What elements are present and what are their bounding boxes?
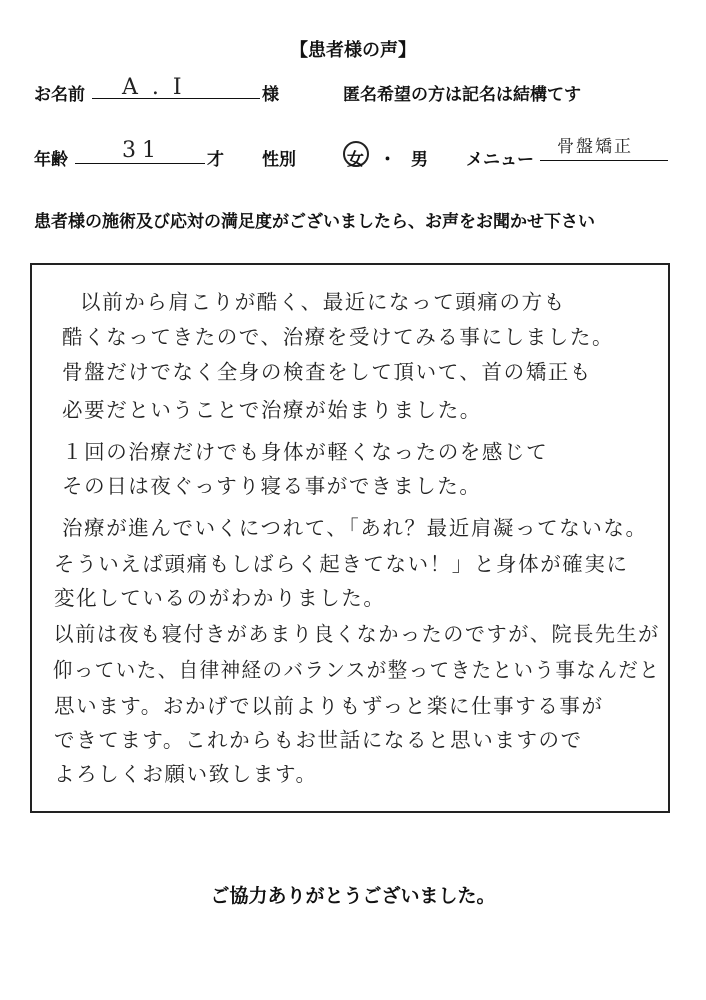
menu-value: 骨盤矯正 — [557, 137, 633, 157]
name-suffix: 様 — [262, 85, 279, 105]
testimonial-line: 酷くなってきたので、治療を受けてみる事にしました。 — [62, 325, 615, 349]
prompt-text: 患者様の施術及び応対の満足度がございましたら、お声をお聞かせ下さい — [34, 212, 595, 232]
testimonial-line: 骨盤だけでなく全身の検査をして頂いて、首の矯正も — [62, 360, 592, 384]
anonymous-note: 匿名希望の方は記名は結構てす — [343, 85, 581, 105]
testimonial-line: 仰っていた、自律神経のバランスが整ってきたという事なんだと — [52, 658, 661, 682]
form-title: 【患者様の声】 — [290, 40, 416, 61]
testimonial-line: 治療が進んでいくにつれて、「あれ？最近肩凝ってないな。 — [62, 516, 648, 540]
gender-dot: ・ — [379, 150, 396, 170]
age-label: 年齢 — [34, 150, 68, 170]
testimonial-box — [30, 263, 670, 813]
testimonial-line: 思います。おかげで以前よりもずっと楽に仕事する事が — [54, 694, 604, 718]
testimonial-line: その日は夜ぐっすり寝る事ができました。 — [62, 474, 482, 498]
menu-underline — [540, 160, 668, 161]
testimonial-line: 変化しているのがわかりました。 — [54, 586, 386, 610]
testimonial-line: 必要だということで治療が始まりました。 — [62, 398, 482, 422]
testimonial-line: できてます。これからもお世話になると思いますので — [54, 728, 583, 752]
gender-label: 性別 — [262, 150, 296, 170]
age-value: 31 — [122, 138, 162, 163]
name-label: お名前 — [34, 85, 85, 105]
gender-female: 女 — [347, 150, 364, 170]
gender-male: 男 — [411, 150, 428, 170]
testimonial-line: よろしくお願い致します。 — [54, 762, 318, 786]
testimonial-line: そういえば頭痛もしばらく起きてない！」と身体が確実に — [54, 552, 629, 576]
menu-label: メニュー — [466, 150, 534, 170]
testimonial-line: 以前は夜も寝付きがあまり良くなかったのですが、院長先生が — [53, 622, 660, 646]
age-underline — [75, 163, 205, 164]
thank-you-footer: ご協力ありがとうございました。 — [210, 885, 496, 907]
age-suffix: 才 — [207, 150, 224, 170]
name-value: A.I — [122, 75, 196, 100]
name-underline — [92, 98, 260, 99]
testimonial-line: １回の治療だけでも身体が軽くなったのを感じて — [62, 440, 549, 464]
testimonial-line: 以前から肩こりが酷く、最近になって頭痛の方も — [80, 290, 566, 314]
